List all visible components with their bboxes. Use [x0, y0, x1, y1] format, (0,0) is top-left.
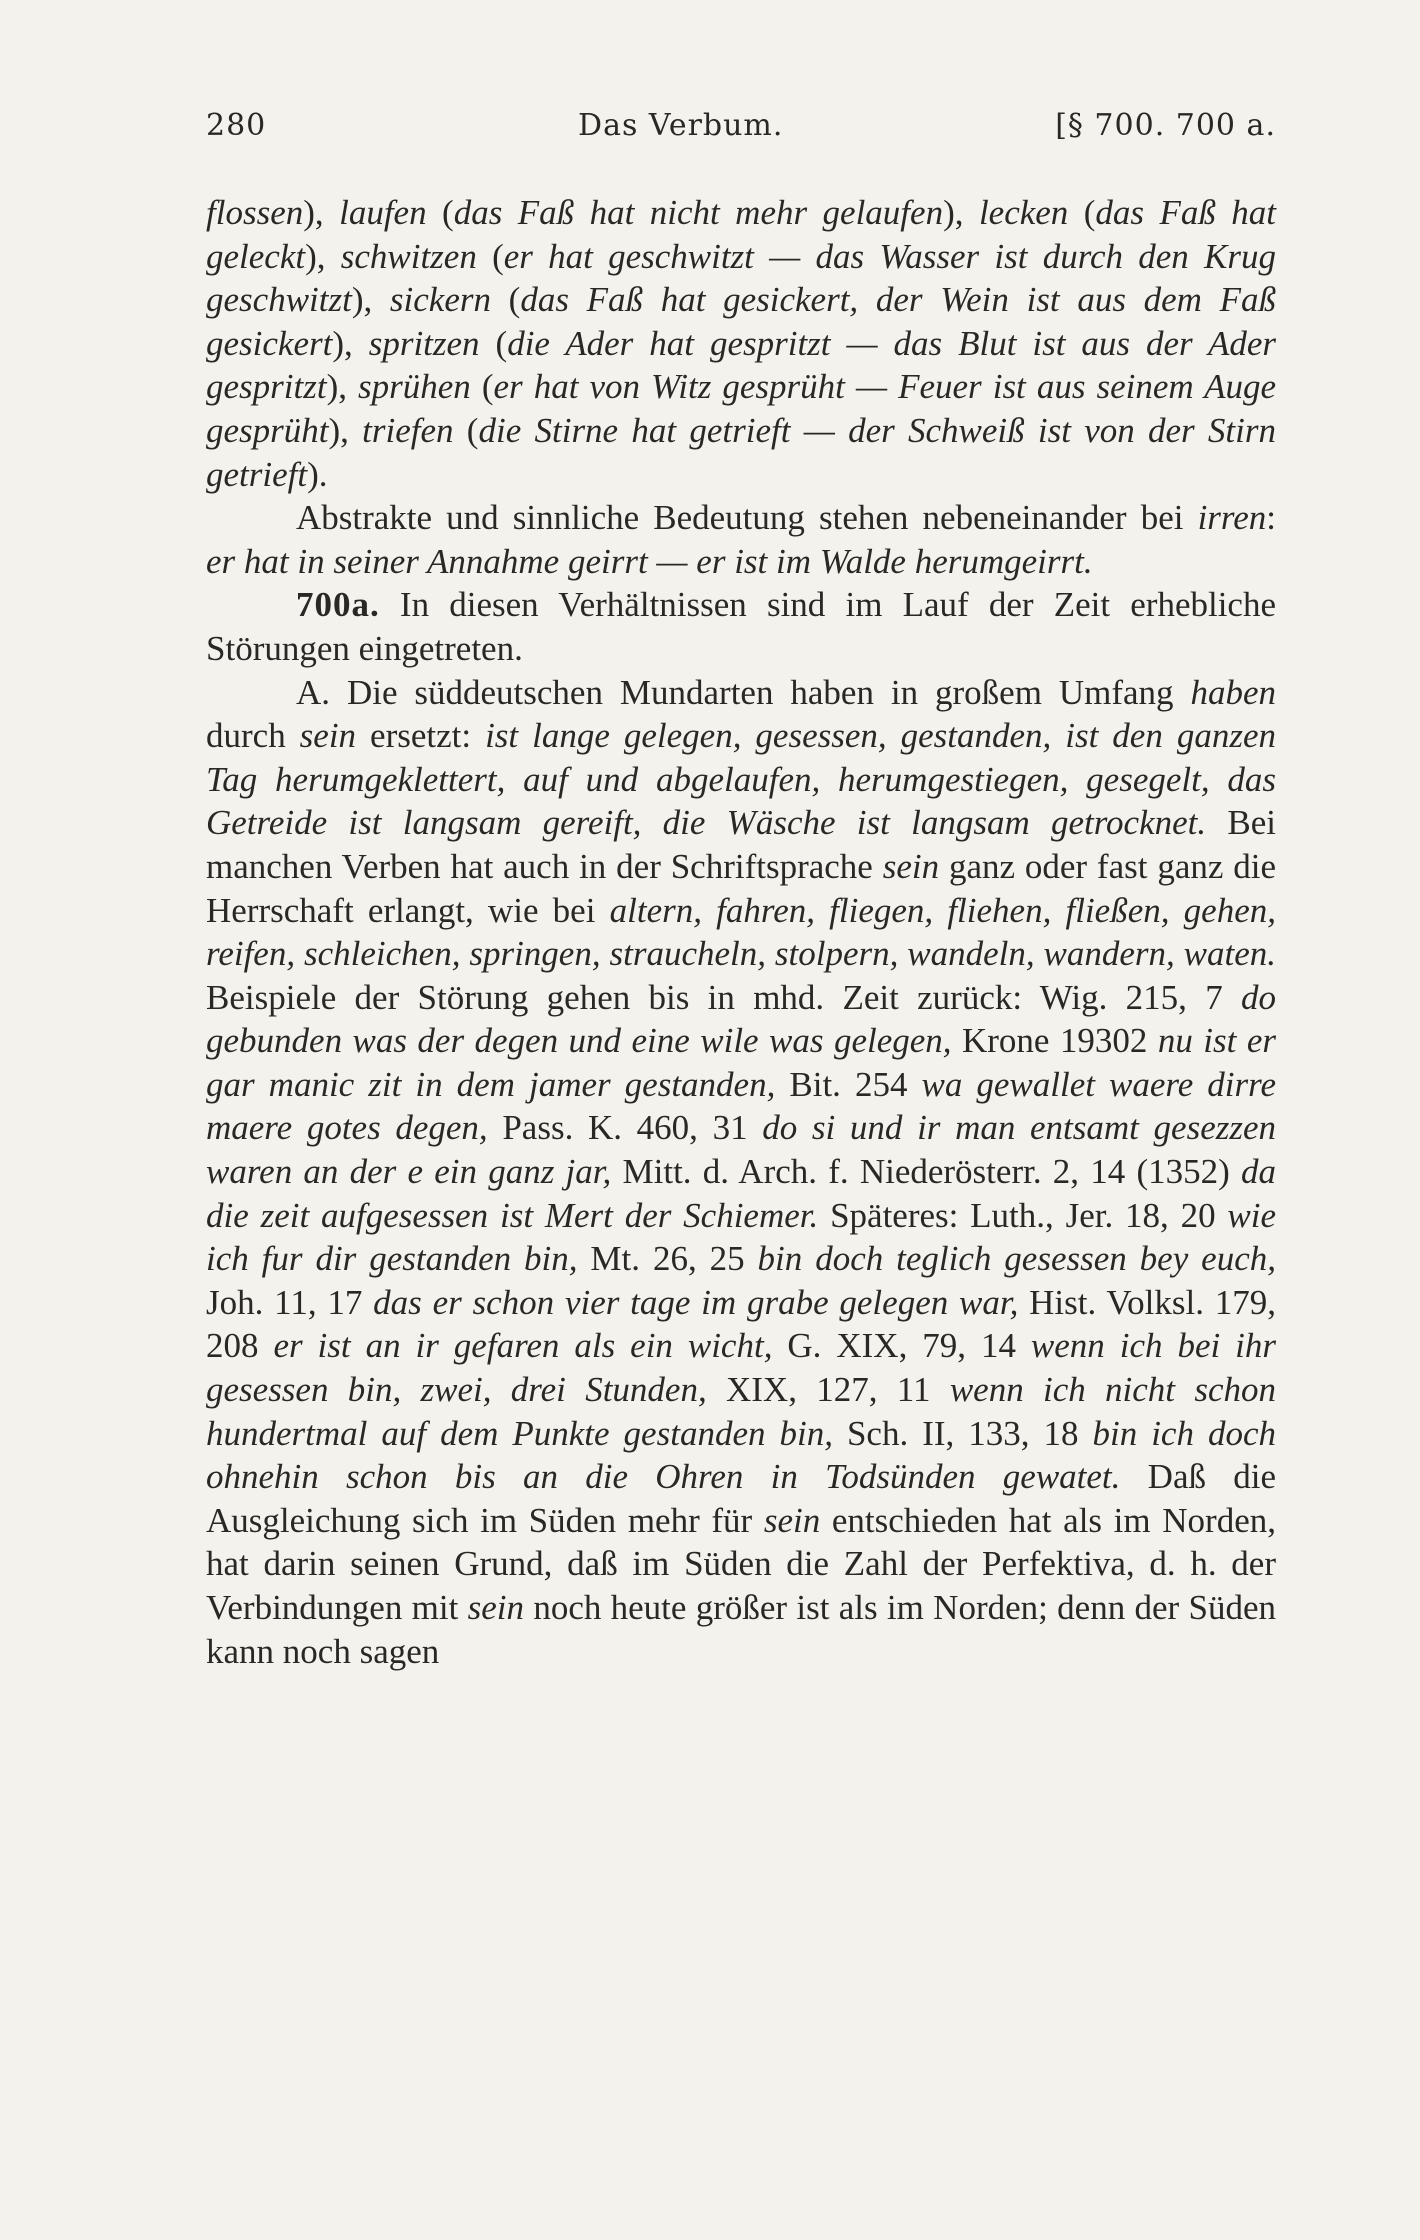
italic-run: die Stirne hat getrieft — der Schweiß ist von der Stirn getrieft [206, 410, 1277, 494]
text-run: Pass. K. 460, 31 [487, 1108, 763, 1148]
text-run: Hist. Volksl. 179, 208 [206, 1282, 1276, 1366]
italic-run: schwitzen [340, 236, 477, 276]
italic-run: er hat in seiner Annahme geirrt — er ist im Walde herumgeirrt. [206, 541, 1093, 581]
text-run: entschieden hat als im Norden, hat darin seinen Grund, daß im Süden die Zahl der Perfektiva, d. h. der Verbindungen mit [206, 1500, 1276, 1627]
italic-run: er hat geschwitzt — das Wasser ist durch den Krug geschwitzt [206, 236, 1277, 320]
text-run: Abstrakte und sinnliche Bedeutung stehen nebeneinander bei [296, 498, 1198, 538]
italic-run: triefen [362, 410, 454, 450]
italic-run: sein [467, 1588, 525, 1627]
italic-run: laufen [339, 193, 427, 232]
text-run: ), [326, 367, 359, 407]
text-run: ( [1068, 193, 1096, 232]
text-run: Mitt. d. Arch. f. Niederösterr. 2, 14 (1352) [611, 1152, 1241, 1192]
paragraph-abstract-meaning [206, 496, 1276, 583]
italic-run: flossen [206, 193, 304, 232]
text-run: Krone 19302 [951, 1021, 1158, 1061]
text-run: ( [479, 323, 508, 363]
text-run: XIX, 127, 11 [706, 1370, 950, 1410]
italic-run: wenn ich bei ihr gesessen bin, zwei, drei Stunden, [206, 1326, 1277, 1410]
text-run: ( [426, 193, 454, 232]
italic-run: da die zeit aufgesessen ist Mert der Schiemer. [206, 1152, 1276, 1235]
text-run: ( [470, 367, 494, 407]
italic-run: sickern [389, 280, 491, 320]
text-run: Mt. 26, 25 [577, 1239, 758, 1279]
text-run: Späteres: Luth., Jer. 18, 20 [818, 1195, 1228, 1235]
text-run: ), [351, 280, 390, 320]
text-run: Daß die Ausgleichung sich im Süden mehr für [206, 1457, 1276, 1540]
text-run: Bei manchen Verben hat auch in der Schriftsprache [206, 803, 1276, 886]
running-title: Das Verbum. [578, 108, 784, 143]
italic-run: haben [1190, 672, 1276, 712]
italic-run: er hat von Witz gesprüht — Feuer ist aus seinem Auge gesprüht [206, 367, 1277, 450]
text-run: ersetzt: [356, 716, 486, 756]
paragraph-south-german-dialects [206, 671, 1276, 1674]
italic-run: das Faß hat gesickert, der Wein ist aus dem Faß gesickert [206, 280, 1277, 363]
italic-run: sein [763, 1500, 821, 1540]
text-run: Sch. II, 133, 18 [832, 1413, 1093, 1453]
italic-run: wie ich fur dir gestanden bin, [206, 1195, 1277, 1279]
text-run: ganz oder fast ganz die Herrschaft erlangt, wie bei [206, 846, 1276, 930]
text-run: ), [303, 193, 340, 232]
text-run: ), [328, 410, 363, 450]
page-body [206, 191, 1276, 1673]
italic-run: wa gewallet waere dirre maere gotes degen, [206, 1064, 1276, 1148]
text-run: ( [491, 280, 521, 320]
italic-run: nu ist er gar manic zit in dem jamer gestanden, [206, 1021, 1276, 1104]
italic-run: er ist an ir gefaren als ein wicht, [273, 1326, 773, 1366]
text-run: Bit. 254 [775, 1064, 922, 1104]
paragraph-continuation [206, 191, 1276, 496]
italic-run: irren [1197, 498, 1267, 538]
italic-run: altern, fahren, fliegen, fliehen, fließen, gehen, reifen, schleichen, springen, straucheln, stolpern, wandeln, wandern, waten. [206, 890, 1276, 974]
section-number: 700a. [296, 585, 380, 625]
text-run: ), [943, 193, 979, 232]
italic-run: die Ader hat gespritzt — das Blut ist aus der Ader gespritzt [206, 323, 1277, 407]
italic-run: spritzen [368, 323, 480, 363]
italic-run: bin doch teglich gesessen bey euch, [757, 1239, 1276, 1279]
italic-run: lecken [978, 193, 1069, 232]
text-run: Beispiele der Störung gehen bis in mhd. Zeit zurück: Wig. 215, 7 [206, 977, 1241, 1017]
italic-run: ist lange gelegen, gesessen, gestanden, ist den ganzen Tag herumgeklettert, auf und abgelaufen, herumgestiegen, gesegelt, das Getreide ist langsam gereift, die Wäsche ist langsam getrocknet. [206, 716, 1276, 843]
text-run: durch [206, 716, 300, 756]
italic-run: sein [882, 846, 940, 886]
text-run: ). [307, 454, 328, 494]
text-run: In diesen Verhältnissen sind im Lauf der Zeit erhebliche Störungen eingetreten. [206, 585, 1276, 668]
text-run: Joh. 11, 17 [206, 1282, 374, 1322]
text-run: ), [332, 323, 369, 363]
italic-run: do si und ir man entsamt gesezzen waren an der e ein ganz jar, [206, 1108, 1276, 1192]
italic-run: do gebunden was der degen und eine wile was gelegen, [206, 977, 1276, 1061]
text-run: A. Die süddeutschen Mundarten haben in großem Umfang [296, 672, 1191, 712]
paragraph-section-700a [206, 583, 1276, 670]
text-run: ( [476, 236, 504, 276]
text-run: : [1266, 498, 1276, 538]
italic-run: das Faß hat nicht mehr gelaufen [453, 193, 944, 232]
italic-run: wenn ich nicht schon hundertmal auf dem Punkte gestanden bin, [206, 1370, 1276, 1453]
page-number: 280 [206, 108, 267, 143]
running-header [206, 108, 1276, 143]
italic-run: sprühen [358, 367, 471, 407]
text-run: noch heute größer ist als im Norden; denn der Süden kann noch sagen [206, 1588, 1276, 1671]
text-run: ), [305, 236, 341, 276]
section-reference: [§ 700. 700 a. [1055, 108, 1276, 143]
text-run: G. XIX, 79, 14 [772, 1326, 1031, 1366]
italic-run: das er schon vier tage im grabe gelegen war, [373, 1282, 1019, 1322]
italic-run: das Faß hat geleckt [206, 193, 1277, 276]
italic-run: bin ich doch ohnehin schon bis an die Ohren in Todsünden gewatet. [206, 1413, 1276, 1497]
text-run: ( [453, 410, 479, 450]
italic-run: sein [299, 716, 357, 756]
